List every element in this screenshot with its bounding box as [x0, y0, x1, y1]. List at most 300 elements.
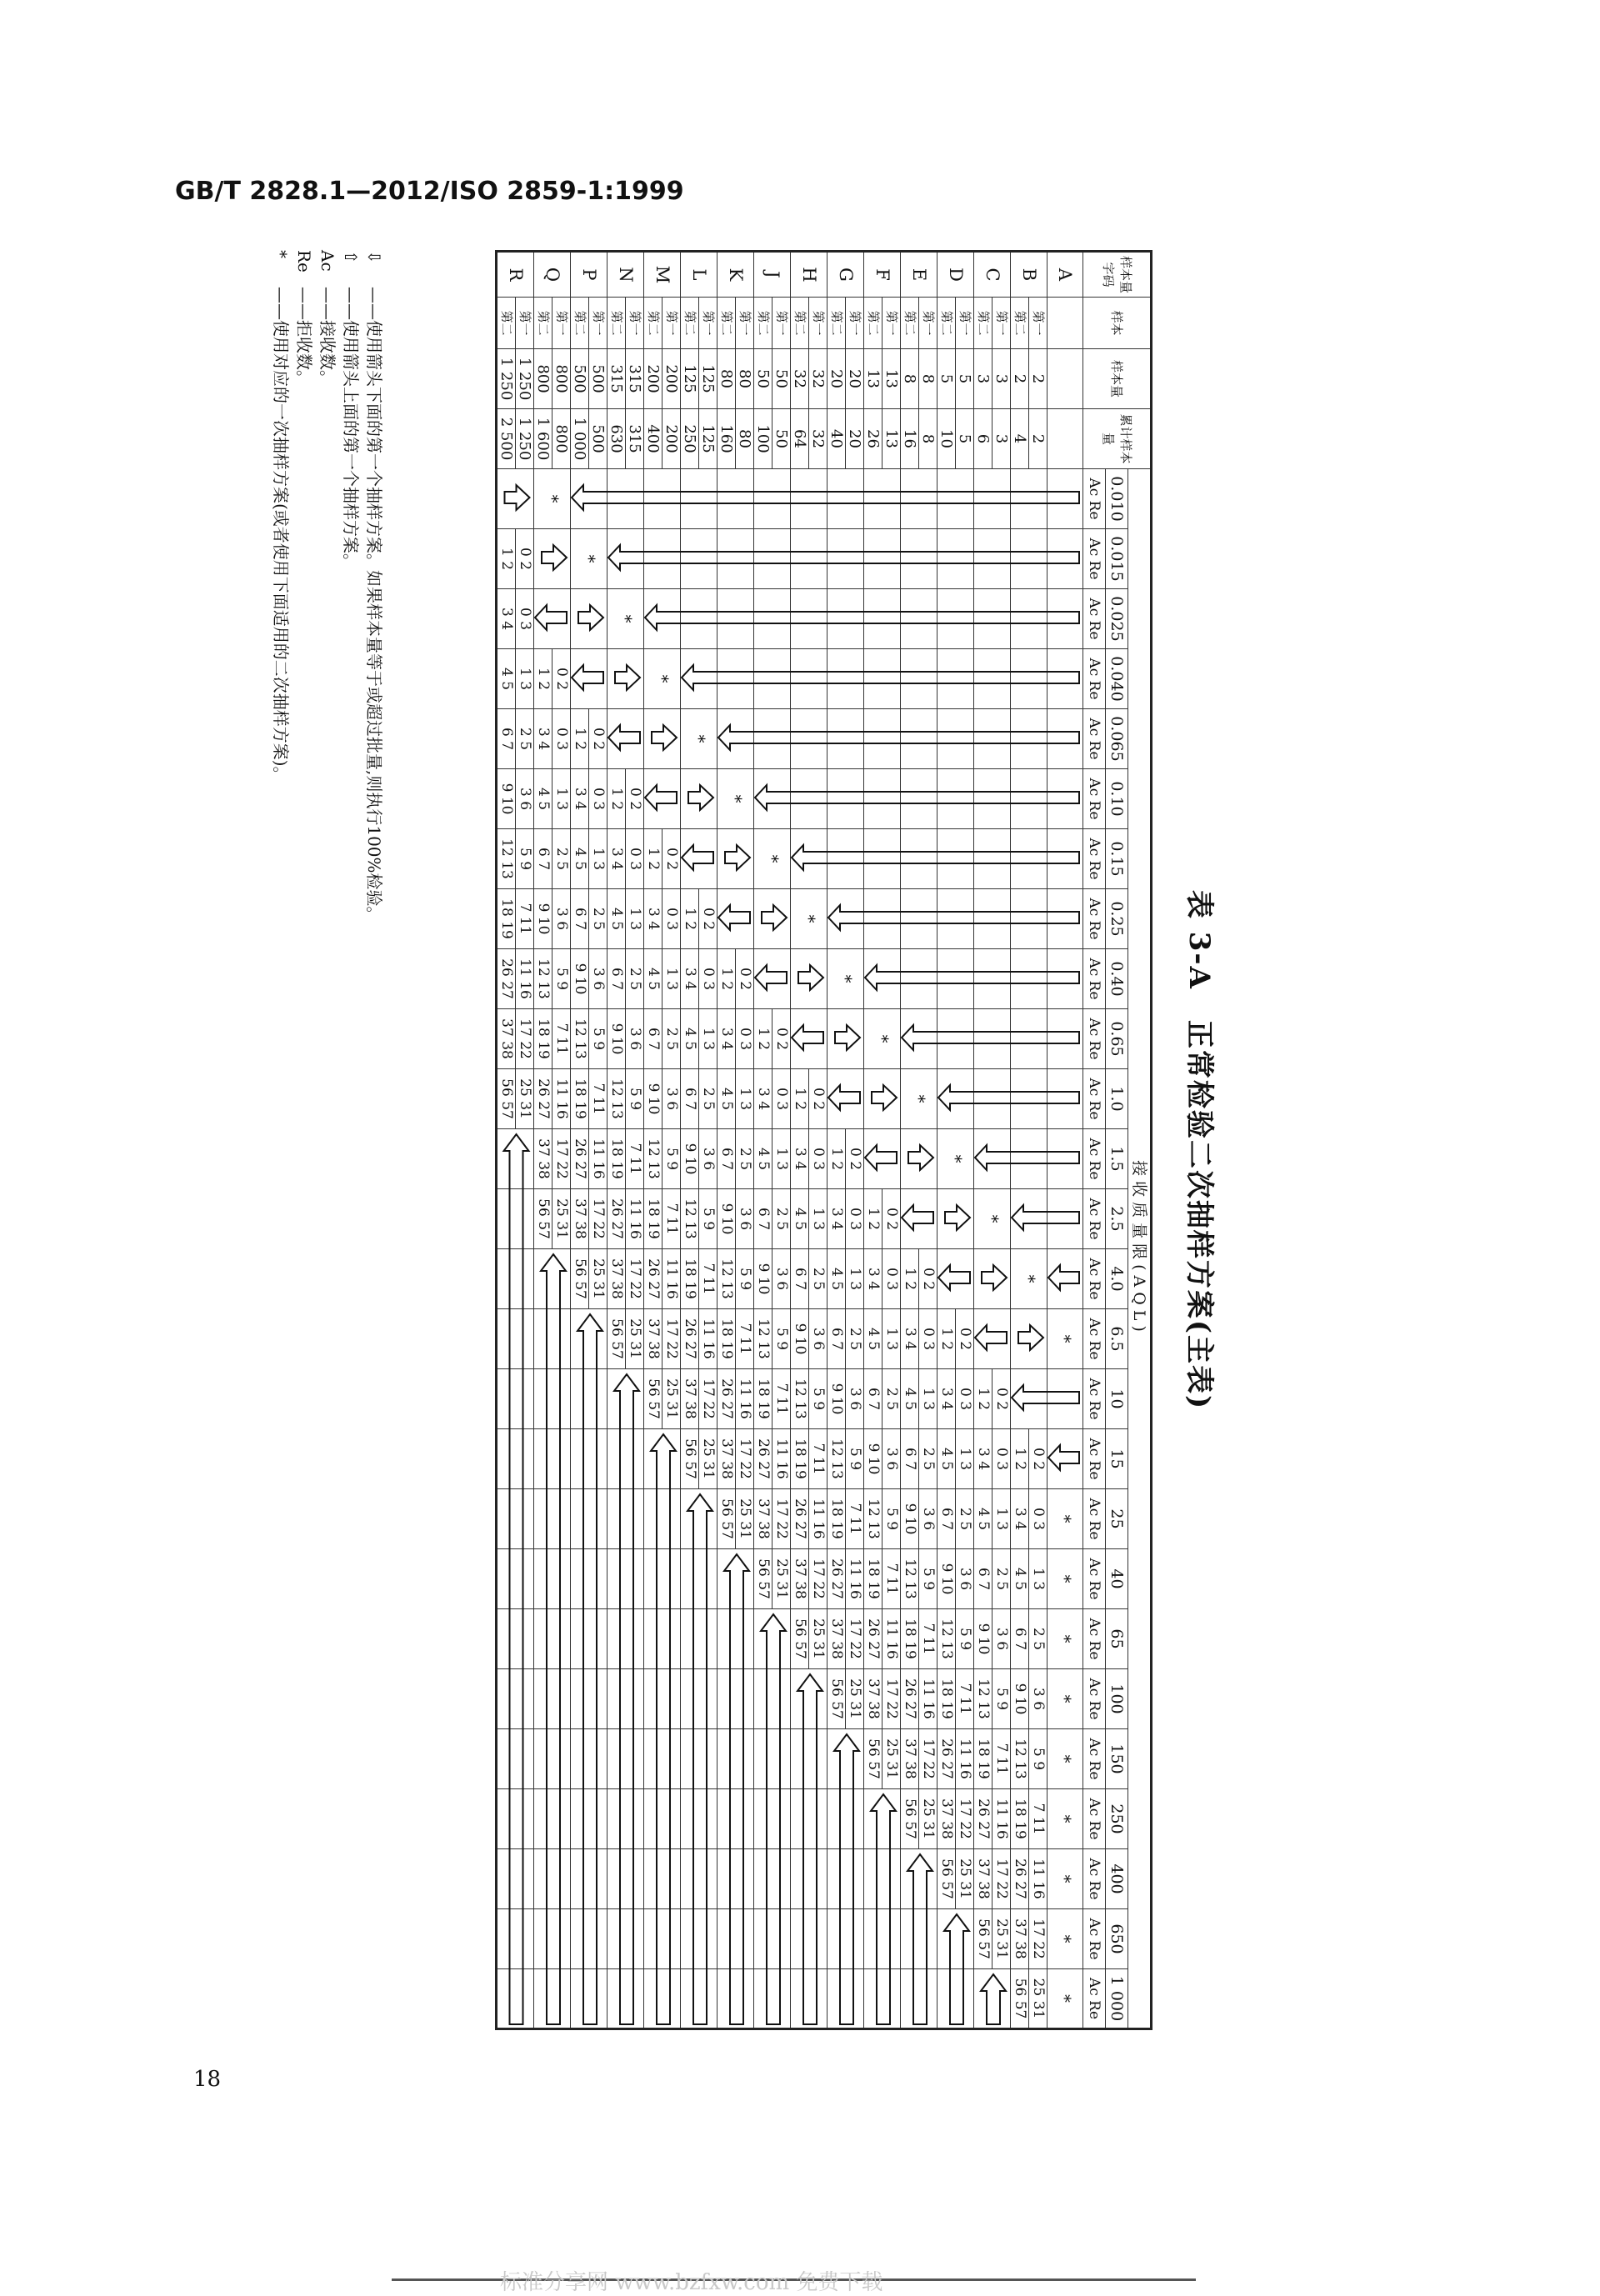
plan-cell [754, 949, 791, 1009]
acre-pair [699, 1309, 718, 1369]
acre-value: 3 6 [1030, 1687, 1047, 1711]
plan-cell [571, 1549, 608, 1609]
acre-value: 1 3 [773, 1147, 790, 1171]
cumulative-size: 315 [626, 409, 644, 469]
acre-value: 11 16 [663, 1258, 680, 1299]
acre-pair [681, 1009, 699, 1069]
acre-value: 37 38 [1012, 1918, 1028, 1959]
acre-pair [736, 1129, 754, 1189]
acre-pair [571, 889, 589, 949]
sample-size: 13 [882, 349, 901, 409]
acre-pair [699, 1429, 718, 1489]
acre-value: 3 6 [737, 1207, 753, 1231]
plan-cell [608, 1669, 644, 1729]
plan-cell [901, 889, 938, 949]
acre-header: Ac Re [1083, 1309, 1106, 1369]
acre-value: 25 31 [920, 1798, 937, 1839]
acre-pair [809, 1069, 828, 1129]
acre-pair [864, 1729, 882, 1789]
row-code: D [938, 252, 974, 298]
acre-value: 37 38 [828, 1618, 845, 1659]
plan-cell [974, 1309, 1011, 1369]
acre-pair [828, 1489, 846, 1549]
acre-pair [736, 1429, 754, 1489]
acre-value: 0 2 [590, 727, 607, 751]
cumulative-size: 2 500 [497, 409, 516, 469]
plan-cell [938, 1249, 974, 1309]
plan-cell [608, 709, 644, 769]
plan-cell [864, 1789, 901, 1849]
row-code: F [864, 252, 901, 298]
acre-value: 9 10 [938, 1563, 955, 1595]
acre-pair [1029, 1669, 1048, 1729]
cumulative-size: 32 [809, 409, 828, 469]
acre-pair [608, 1069, 626, 1129]
acre-pair [1029, 1969, 1048, 2029]
acre-value: 18 19 [828, 1498, 845, 1539]
plan-cell [497, 1849, 534, 1909]
acre-value: 26 27 [902, 1678, 918, 1719]
cumulative-size: 26 [864, 409, 882, 469]
acre-value: 0 3 [883, 1267, 900, 1291]
aql-value: 6.5 [1106, 1309, 1128, 1369]
plan-cell [718, 1549, 754, 1609]
acre-pair [992, 1549, 1011, 1609]
acre-header: Ac Re [1083, 1489, 1106, 1549]
acre-pair [516, 1069, 534, 1129]
acre-pair [534, 829, 552, 889]
plan-cell [1011, 589, 1048, 649]
aql-value: 650 [1106, 1909, 1128, 1969]
plan-cell [1048, 1189, 1083, 1249]
plan-cell: * [1048, 1309, 1083, 1369]
acre-value: 0 2 [663, 847, 680, 871]
acre-value: 12 13 [608, 1078, 625, 1119]
acre-value: 0 3 [847, 1207, 863, 1231]
plan-cell [571, 1969, 608, 2029]
acre-value: 6 7 [498, 727, 515, 751]
acre-pair [626, 1249, 644, 1309]
acre-pair [662, 1189, 681, 1249]
plan-cell [828, 829, 864, 889]
acre-value: 5 9 [847, 1447, 863, 1471]
acre-value: 17 22 [1030, 1918, 1047, 1959]
footer-watermark: 标准分享网 www.bzfxw.com 免费下载 [500, 2270, 883, 2295]
acre-value: 18 19 [1012, 1798, 1028, 1839]
plan-cell [864, 829, 901, 889]
plan-cell [534, 589, 571, 649]
plan-cell [571, 1789, 608, 1849]
acre-value: 25 31 [810, 1618, 827, 1659]
acre-value: 1 2 [755, 1027, 772, 1051]
acre-value: 2 5 [957, 1507, 973, 1531]
acre-value: 4 5 [572, 847, 588, 871]
sample-label: 第二 [938, 298, 956, 349]
acre-pair [589, 1129, 608, 1189]
acre-value: 4 5 [498, 667, 515, 691]
acre-pair [662, 1009, 681, 1069]
acre-pair [608, 1129, 626, 1189]
acre-pair [828, 1369, 846, 1429]
acre-value: 1 2 [792, 1087, 808, 1111]
row-code: Q [534, 252, 571, 298]
plan-cell [681, 589, 718, 649]
plan-cell [791, 1729, 828, 1789]
acre-value: 3 4 [535, 727, 552, 751]
acre-value: 7 11 [700, 1263, 717, 1295]
acre-pair [608, 889, 626, 949]
plan-cell [681, 1609, 718, 1669]
acre-value: 56 57 [792, 1618, 808, 1659]
plan-cell [534, 1669, 571, 1729]
acre-pair [864, 1369, 882, 1429]
acre-value: 1 3 [1030, 1567, 1047, 1591]
acre-pair [662, 1249, 681, 1309]
plan-cell [901, 529, 938, 589]
acre-pair [754, 1369, 772, 1429]
aql-value: 0.15 [1106, 829, 1128, 889]
plan-cell [974, 1249, 1011, 1309]
plan-cell [938, 1189, 974, 1249]
acre-header: Ac Re [1083, 949, 1106, 1009]
cumulative-size: 20 [846, 409, 864, 469]
acre-value: 5 9 [957, 1627, 973, 1651]
acre-pair [662, 1069, 681, 1129]
acre-pair [882, 1249, 901, 1309]
acre-pair [644, 1249, 662, 1309]
acre-value: 9 10 [572, 963, 588, 995]
acre-value: 1 2 [608, 787, 625, 811]
acre-pair [497, 589, 516, 649]
acre-value: 2 5 [773, 1207, 790, 1231]
acre-value: 7 11 [517, 903, 533, 935]
acre-pair [626, 1129, 644, 1189]
acre-pair [736, 1369, 754, 1429]
plan-cell [901, 1009, 938, 1069]
plan-cell [571, 589, 608, 649]
acre-pair [809, 1189, 828, 1249]
aql-value: 0.040 [1106, 649, 1128, 709]
acre-value: 11 16 [590, 1138, 607, 1179]
acre-value: 5 9 [737, 1267, 753, 1291]
plan-cell [754, 1909, 791, 1969]
acre-value: 4 5 [608, 907, 625, 931]
acre-pair [681, 1069, 699, 1129]
acre-header: Ac Re [1083, 649, 1106, 709]
acre-value: 37 38 [902, 1738, 918, 1779]
cumulative-size: 800 [552, 409, 571, 469]
acre-value: 7 11 [993, 1743, 1010, 1775]
plan-cell [864, 889, 901, 949]
acre-pair [919, 1669, 938, 1729]
acre-value: 3 4 [828, 1207, 845, 1231]
acre-value: 56 57 [572, 1258, 588, 1299]
plan-cell [718, 1969, 754, 2029]
acre-pair [516, 589, 534, 649]
plan-cell [828, 529, 864, 589]
acre-value: 17 22 [700, 1378, 717, 1419]
acre-pair [1011, 1789, 1029, 1849]
acre-value: 1 2 [718, 967, 735, 991]
acre-pair [1029, 1489, 1048, 1549]
acre-pair [534, 709, 552, 769]
acre-value: 5 9 [1030, 1747, 1047, 1771]
acre-pair [772, 1069, 791, 1129]
acre-pair [608, 1249, 626, 1309]
acre-pair [644, 949, 662, 1009]
acre-value: 3 6 [627, 1027, 643, 1051]
acre-pair [1011, 1549, 1029, 1609]
acre-pair [772, 1309, 791, 1369]
plan-cell [497, 1429, 534, 1489]
plan-cell [497, 1249, 534, 1309]
acre-value: 4 5 [828, 1267, 845, 1291]
plan-cell [644, 1549, 681, 1609]
acre-value: 12 13 [498, 838, 515, 879]
plan-cell [901, 1969, 938, 2029]
acre-pair [772, 1549, 791, 1609]
acre-value: 5 9 [700, 1207, 717, 1231]
acre-pair [846, 1129, 864, 1189]
acre-pair [772, 1009, 791, 1069]
plan-cell [718, 1909, 754, 1969]
row-code: H [791, 252, 828, 298]
header-sample: 样本 [1083, 298, 1152, 349]
acre-pair [828, 1549, 846, 1609]
acre-value: 12 13 [865, 1498, 882, 1539]
acre-pair [552, 709, 571, 769]
acre-pair [1011, 1729, 1029, 1789]
plan-cell [791, 1909, 828, 1969]
acre-value: 0 2 [773, 1027, 790, 1051]
acre-pair [662, 889, 681, 949]
plan-cell [754, 1669, 791, 1729]
acre-value: 3 4 [572, 787, 588, 811]
acre-pair [589, 769, 608, 829]
acre-pair [828, 1609, 846, 1669]
acre-value: 5 9 [627, 1087, 643, 1111]
acre-pair [534, 1189, 552, 1249]
acre-value: 0 3 [663, 907, 680, 931]
acre-pair [992, 1849, 1011, 1909]
acre-pair [919, 1729, 938, 1789]
header-aql: 接收质量限(AQL) [1128, 469, 1152, 2029]
acre-pair [864, 1669, 882, 1729]
cumulative-size: 200 [662, 409, 681, 469]
acre-value: 26 27 [682, 1318, 698, 1359]
acre-value: 26 27 [865, 1618, 882, 1659]
plan-cell [534, 1429, 571, 1489]
acre-pair [974, 1369, 992, 1429]
acre-pair [699, 1249, 718, 1309]
acre-value: 18 19 [975, 1738, 992, 1779]
sample-label: 第一 [956, 298, 974, 349]
acre-pair [534, 1069, 552, 1129]
acre-pair [772, 1429, 791, 1489]
plan-cell [497, 1489, 534, 1549]
plan-cell [828, 1729, 864, 1789]
plan-cell [1011, 1309, 1048, 1369]
acre-value: 3 4 [1012, 1507, 1028, 1531]
plan-cell: * [1048, 1489, 1083, 1549]
acre-value: 25 31 [993, 1918, 1010, 1959]
acre-header: Ac Re [1083, 589, 1106, 649]
page-header: GB/T 2828.1—2012/ISO 2859-1:1999 [175, 177, 684, 206]
plan-cell [718, 649, 754, 709]
acre-pair [938, 1609, 956, 1669]
acre-pair [699, 949, 718, 1009]
plan-cell [1011, 469, 1048, 529]
plan-cell [681, 1729, 718, 1789]
sample-label: 第一 [736, 298, 754, 349]
acre-value: 56 57 [938, 1858, 955, 1899]
acre-pair [736, 949, 754, 1009]
acre-value: 1 2 [535, 667, 552, 691]
plan-cell [571, 1309, 608, 1369]
plan-cell [718, 709, 754, 769]
sample-size: 80 [736, 349, 754, 409]
plan-cell [828, 1909, 864, 1969]
acre-pair [571, 1069, 589, 1129]
plan-cell [1048, 1249, 1083, 1309]
acre-pair [864, 1309, 882, 1369]
plan-cell [791, 589, 828, 649]
aql-value: 150 [1106, 1729, 1128, 1789]
plan-cell: * [791, 889, 828, 949]
acre-value: 0 3 [553, 727, 570, 751]
acre-value: 26 27 [975, 1798, 992, 1839]
acre-pair [772, 1489, 791, 1549]
cumulative-size: 1 600 [534, 409, 552, 469]
plan-cell [534, 1969, 571, 2029]
acre-value: 17 22 [553, 1138, 570, 1179]
plan-cell: * [718, 769, 754, 829]
acre-pair [864, 1609, 882, 1669]
acre-pair [846, 1249, 864, 1309]
acre-pair [938, 1429, 956, 1489]
plan-cell [1048, 1129, 1083, 1189]
acre-value: 17 22 [773, 1498, 790, 1539]
plan-cell [1048, 1069, 1083, 1129]
plan-cell [1048, 829, 1083, 889]
sample-label: 第二 [608, 298, 626, 349]
plan-cell [754, 469, 791, 529]
plan-cell [791, 469, 828, 529]
acre-value: 7 11 [737, 1323, 753, 1355]
acre-pair [919, 1249, 938, 1309]
acre-header: Ac Re [1083, 1669, 1106, 1729]
plan-cell [681, 1549, 718, 1609]
acre-value: 3 4 [865, 1267, 882, 1291]
plan-cell [681, 1669, 718, 1729]
plan-cell [974, 829, 1011, 889]
acre-pair [1029, 1429, 1048, 1489]
acre-pair [974, 1729, 992, 1789]
plan-cell [1048, 529, 1083, 589]
cumulative-size: 630 [608, 409, 626, 469]
acre-pair [754, 1129, 772, 1189]
acre-value: 37 38 [535, 1138, 552, 1179]
acre-value: 3 4 [755, 1087, 772, 1111]
plan-cell [681, 529, 718, 589]
acre-pair [828, 1129, 846, 1189]
acre-pair [992, 1609, 1011, 1669]
plan-cell [1011, 1129, 1048, 1189]
acre-value: 1 3 [663, 967, 680, 991]
acre-pair [938, 1669, 956, 1729]
acre-value: 3 6 [847, 1387, 863, 1411]
plan-cell [791, 529, 828, 589]
sample-label: 第一 [882, 298, 901, 349]
sample-size: 8 [901, 349, 919, 409]
acre-value: 7 11 [1030, 1803, 1047, 1835]
plan-cell [974, 469, 1011, 529]
cumulative-size: 2 [1029, 409, 1048, 469]
plan-cell [901, 769, 938, 829]
acre-pair [662, 1129, 681, 1189]
acre-value: 25 31 [700, 1438, 717, 1479]
plan-cell: * [608, 589, 644, 649]
sample-label: 第一 [772, 298, 791, 349]
plan-cell [608, 529, 644, 589]
cumulative-size: 50 [772, 409, 791, 469]
plan-cell [864, 469, 901, 529]
acre-pair [919, 1789, 938, 1849]
acre-pair [882, 1669, 901, 1729]
sample-size: 50 [754, 349, 772, 409]
plan-cell [938, 1009, 974, 1069]
acre-value: 1 2 [902, 1267, 918, 1291]
plan-cell [1011, 529, 1048, 589]
acre-value: 1 3 [883, 1327, 900, 1351]
acre-pair [626, 1309, 644, 1369]
acre-header: Ac Re [1083, 1429, 1106, 1489]
acre-value: 5 9 [773, 1327, 790, 1351]
sample-size: 315 [626, 349, 644, 409]
row-code: P [571, 252, 608, 298]
sample-size: 3 [974, 349, 992, 409]
acre-pair [809, 1129, 828, 1189]
acre-value: 25 31 [847, 1678, 863, 1719]
acre-pair [938, 1789, 956, 1849]
acre-pair [681, 1429, 699, 1489]
cumulative-size: 10 [938, 409, 956, 469]
plan-cell [681, 1489, 718, 1549]
sample-size: 2 [1029, 349, 1048, 409]
plan-cell [571, 469, 608, 529]
acre-value: 9 10 [755, 1263, 772, 1295]
acre-value: 2 5 [920, 1447, 937, 1471]
plan-cell: * [1048, 1549, 1083, 1609]
sample-label: 第一 [516, 298, 534, 349]
acre-value: 25 31 [590, 1258, 607, 1299]
acre-pair [589, 709, 608, 769]
acre-value: 17 22 [847, 1618, 863, 1659]
sample-size: 80 [718, 349, 736, 409]
acre-pair [919, 1429, 938, 1489]
acre-pair [809, 1549, 828, 1609]
acre-pair [864, 1429, 882, 1489]
acre-value: 4 5 [682, 1027, 698, 1051]
acre-value: 6 7 [608, 967, 625, 991]
plan-cell [974, 529, 1011, 589]
acre-value: 1 3 [737, 1087, 753, 1111]
acre-pair [644, 1369, 662, 1429]
acre-pair [681, 889, 699, 949]
aql-value: 0.015 [1106, 529, 1128, 589]
acre-pair [662, 1369, 681, 1429]
sample-label: 第二 [974, 298, 992, 349]
